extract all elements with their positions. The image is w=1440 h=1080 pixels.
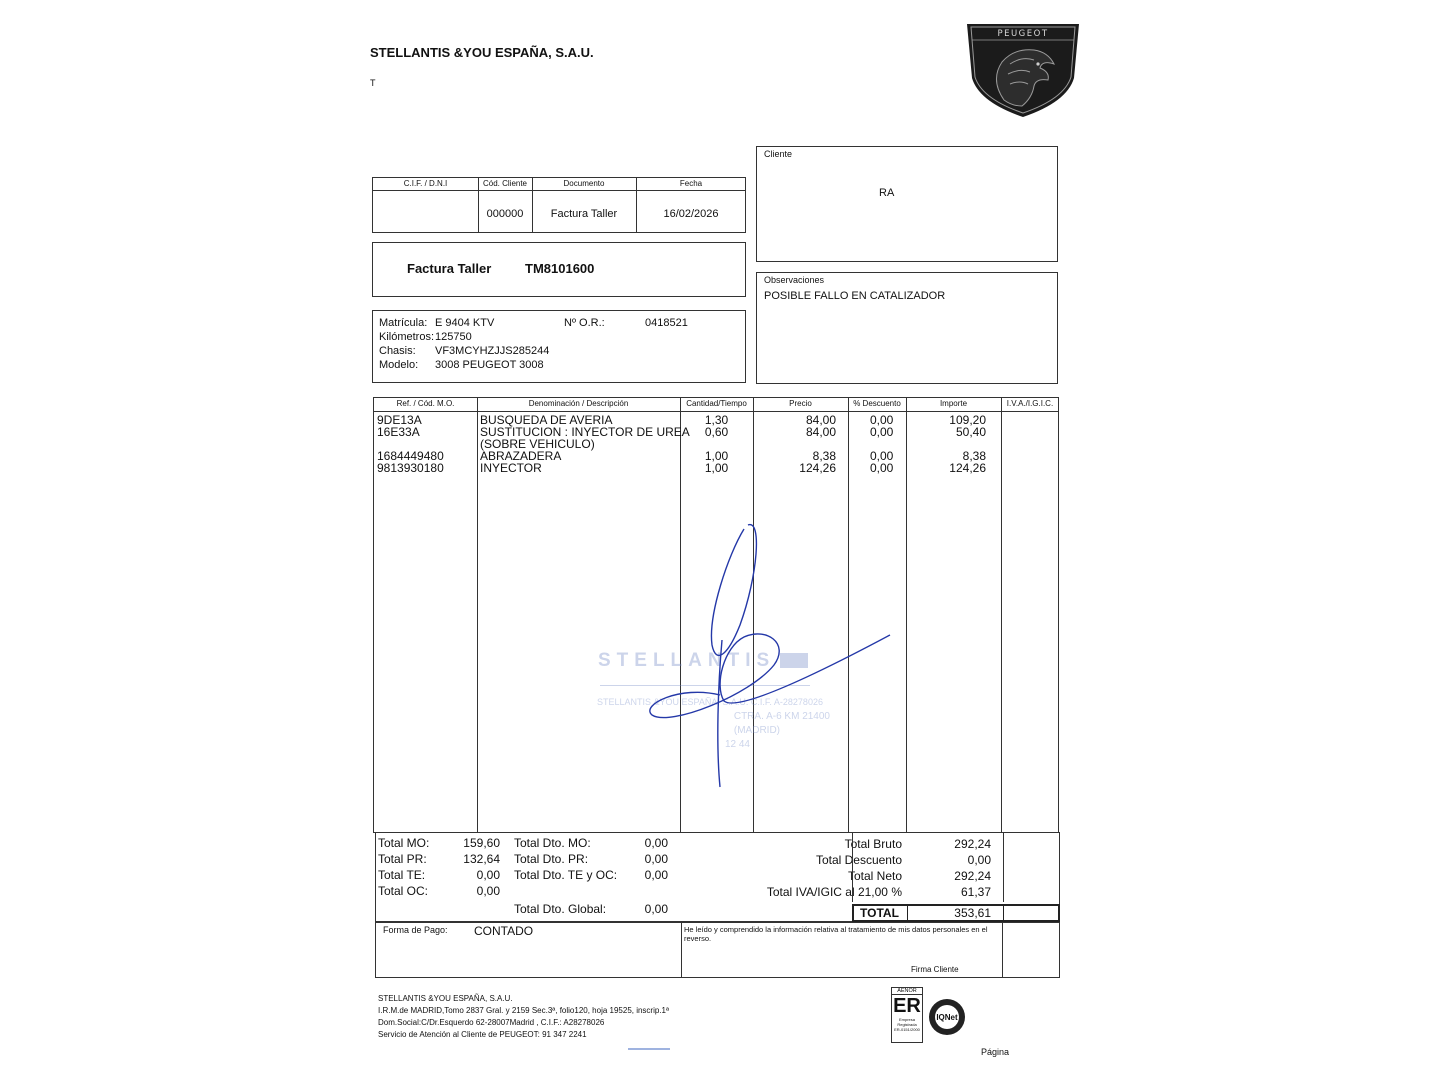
stamp-line-company: STELLANTIS &YOU ESPAÑA, S.A.U. C.I.F. A-28278026 — [597, 697, 823, 707]
iqnet-text: IQNet — [936, 1013, 958, 1022]
total-mo-value: 159,60 — [463, 836, 500, 850]
payment-box — [375, 922, 1060, 978]
client-name: RA — [879, 187, 895, 199]
item-discount: 0,00 — [870, 425, 894, 439]
item-price: 84,00 — [805, 425, 836, 439]
item-price: 84,00 — [805, 413, 836, 427]
or-label: Nº O.R.: — [564, 317, 605, 329]
item-amount: 109,20 — [949, 413, 986, 427]
total-pr-label: Total PR: — [378, 852, 427, 866]
item-price: 124,26 — [799, 461, 836, 475]
footer-registry: I.R.M.de MADRID,Tomo 2837 Gral. y 2159 Sec.3ª, folio120, hoja 19525, inscrip.1ª — [378, 1006, 669, 1015]
dto-pr-value: 0,00 — [644, 852, 668, 866]
item-description: BUSQUEDA DE AVERIA — [480, 413, 613, 427]
km-value: 125750 — [435, 331, 472, 343]
matricula-value: E 9404 KTV — [435, 317, 495, 329]
or-value: 0418521 — [645, 317, 688, 329]
company-subline: T — [370, 78, 376, 88]
item-amount: 124,26 — [949, 461, 986, 475]
total-iva-label: Total IVA/IGIC al 21,00 % — [766, 885, 902, 899]
invoice-title-box — [372, 242, 746, 297]
col-vat: I.V.A./I.G.I.C. — [1006, 399, 1054, 408]
peugeot-wordmark: PEUGEOT — [997, 29, 1049, 39]
observations-box — [756, 272, 1058, 384]
aenor-text: AENOR — [892, 988, 922, 995]
total-descuento-value: 0,00 — [967, 853, 991, 867]
matricula-label: Matrícula: — [379, 317, 428, 329]
item-discount: 0,00 — [870, 449, 894, 463]
total-te-label: Total TE: — [378, 868, 426, 882]
page-label: Página — [981, 1047, 1010, 1057]
dto-global-label: Total Dto. Global: — [514, 902, 607, 916]
total-mo-label: Total MO: — [378, 836, 430, 850]
header-document-value: Factura Taller — [550, 208, 618, 220]
header-cif-label: C.I.F. / D.N.I — [403, 179, 448, 188]
col-ref: Ref. / Cód. M.O. — [396, 399, 455, 408]
stamp-line-address: CTRA. A-6 KM 21400 — [733, 711, 830, 722]
er-icon: ER — [893, 995, 921, 1017]
total-label: TOTAL — [860, 906, 899, 920]
handwritten-signature — [640, 515, 910, 795]
total-neto-label: Total Neto — [847, 869, 902, 883]
payment-value: CONTADO — [474, 924, 534, 938]
er-code: ER-0151/2000 — [894, 1027, 920, 1032]
header-date-label: Fecha — [679, 179, 703, 188]
modelo-label: Modelo: — [379, 359, 419, 371]
header-client-code-value: 000000 — [486, 208, 524, 220]
item-price: 8,38 — [812, 449, 836, 463]
footer-legal — [378, 993, 669, 1041]
invoice-title: Factura Taller — [407, 261, 492, 276]
item-description: INYECTOR — [480, 461, 542, 475]
dto-pr-label: Total Dto. PR: — [514, 852, 589, 866]
item-ref: 16E33A — [377, 425, 420, 439]
chasis-label: Chasis: — [379, 345, 416, 357]
header-client-code-label: Cód. Cliente — [482, 179, 528, 188]
invoice-number: TM8101600 — [525, 261, 595, 276]
stamp-line-phone: 12 44 — [724, 739, 750, 750]
observations-text: POSIBLE FALLO EN CATALIZADOR — [764, 290, 946, 302]
observations-label: Observaciones — [764, 275, 825, 285]
iqnet-badge — [928, 998, 966, 1036]
total-oc-value: 0,00 — [476, 884, 500, 898]
total-value: 353,61 — [954, 906, 991, 920]
item-ref: 9813930180 — [377, 461, 444, 475]
privacy-notice: He leído y comprendido la información relativa al tratamiento de mis datos personales en el reverso. — [684, 925, 988, 943]
doc-header-table — [372, 177, 746, 233]
item-discount: 0,00 — [870, 461, 894, 475]
item-description: SUSTITUCION : INYECTOR DE UREA — [480, 425, 690, 439]
total-iva-value: 61,37 — [960, 885, 991, 899]
item-ref: 1684449480 — [377, 449, 444, 463]
header-document-label: Documento — [563, 179, 605, 188]
col-discount: % Descuento — [853, 399, 901, 408]
total-pr-value: 132,64 — [463, 852, 500, 866]
total-te-value: 0,00 — [476, 868, 500, 882]
col-amount: Importe — [939, 399, 968, 408]
item-description-cont: (SOBRE VEHICULO) — [480, 437, 595, 451]
col-price: Precio — [789, 399, 812, 408]
dto-global-value: 0,00 — [644, 902, 668, 916]
item-ref: 9DE13A — [377, 413, 422, 427]
company-name: STELLANTIS &YOU ESPAÑA, S.A.U. — [370, 45, 594, 60]
chasis-value: VF3MCYHZJJS285244 — [435, 345, 550, 357]
signature-label: Firma Cliente — [911, 965, 959, 974]
totals-section — [375, 832, 1060, 922]
total-bruto-label: Total Bruto — [844, 837, 902, 851]
item-amount: 8,38 — [962, 449, 986, 463]
stamp-brand: STELLANTIS — [598, 650, 776, 671]
item-description: ABRAZADERA — [480, 449, 562, 463]
dto-mo-label: Total Dto. MO: — [514, 836, 591, 850]
stamp-line-city: (MADRID) — [733, 725, 780, 736]
footer-customer-service: Servicio de Atención al Cliente de PEUGEOT: 91 347 2241 — [378, 1030, 587, 1039]
dto-teoc-value: 0,00 — [644, 868, 668, 882]
vehicle-box — [372, 310, 746, 383]
footer-company: STELLANTIS &YOU ESPAÑA, S.A.U. — [378, 994, 513, 1003]
total-oc-label: Total OC: — [378, 884, 429, 898]
client-label: Cliente — [764, 149, 793, 159]
col-quantity: Cantidad/Tiempo — [686, 399, 747, 408]
total-neto-value: 292,24 — [954, 869, 991, 883]
km-label: Kilómetros: — [379, 331, 435, 343]
client-box — [756, 146, 1058, 262]
item-quantity: 1,00 — [704, 449, 729, 463]
total-bruto-value: 292,24 — [954, 837, 991, 851]
item-amount: 50,40 — [955, 425, 986, 439]
item-quantity: 1,30 — [704, 413, 729, 427]
dto-teoc-label: Total Dto. TE y OC: — [514, 868, 618, 882]
er-caption: Empresa Registrada — [897, 1017, 917, 1027]
total-descuento-label: Total Descuento — [815, 853, 902, 867]
payment-label: Forma de Pago: — [383, 925, 448, 935]
header-date-value: 16/02/2026 — [663, 208, 719, 220]
item-discount: 0,00 — [870, 413, 894, 427]
aenor-er-badge — [891, 987, 923, 1043]
item-quantity: 0,60 — [704, 425, 729, 439]
footer-address: Dom.Social:C/Dr.Esquerdo 62-28007Madrid , C.I.F.: A28278026 — [378, 1018, 605, 1027]
footer-mark — [628, 1048, 670, 1050]
dto-mo-value: 0,00 — [644, 836, 668, 850]
item-quantity: 1,00 — [704, 461, 729, 475]
modelo-value: 3008 PEUGEOT 3008 — [435, 359, 544, 371]
col-description: Denominación / Descripción — [528, 399, 629, 408]
peugeot-logo — [962, 20, 1084, 120]
